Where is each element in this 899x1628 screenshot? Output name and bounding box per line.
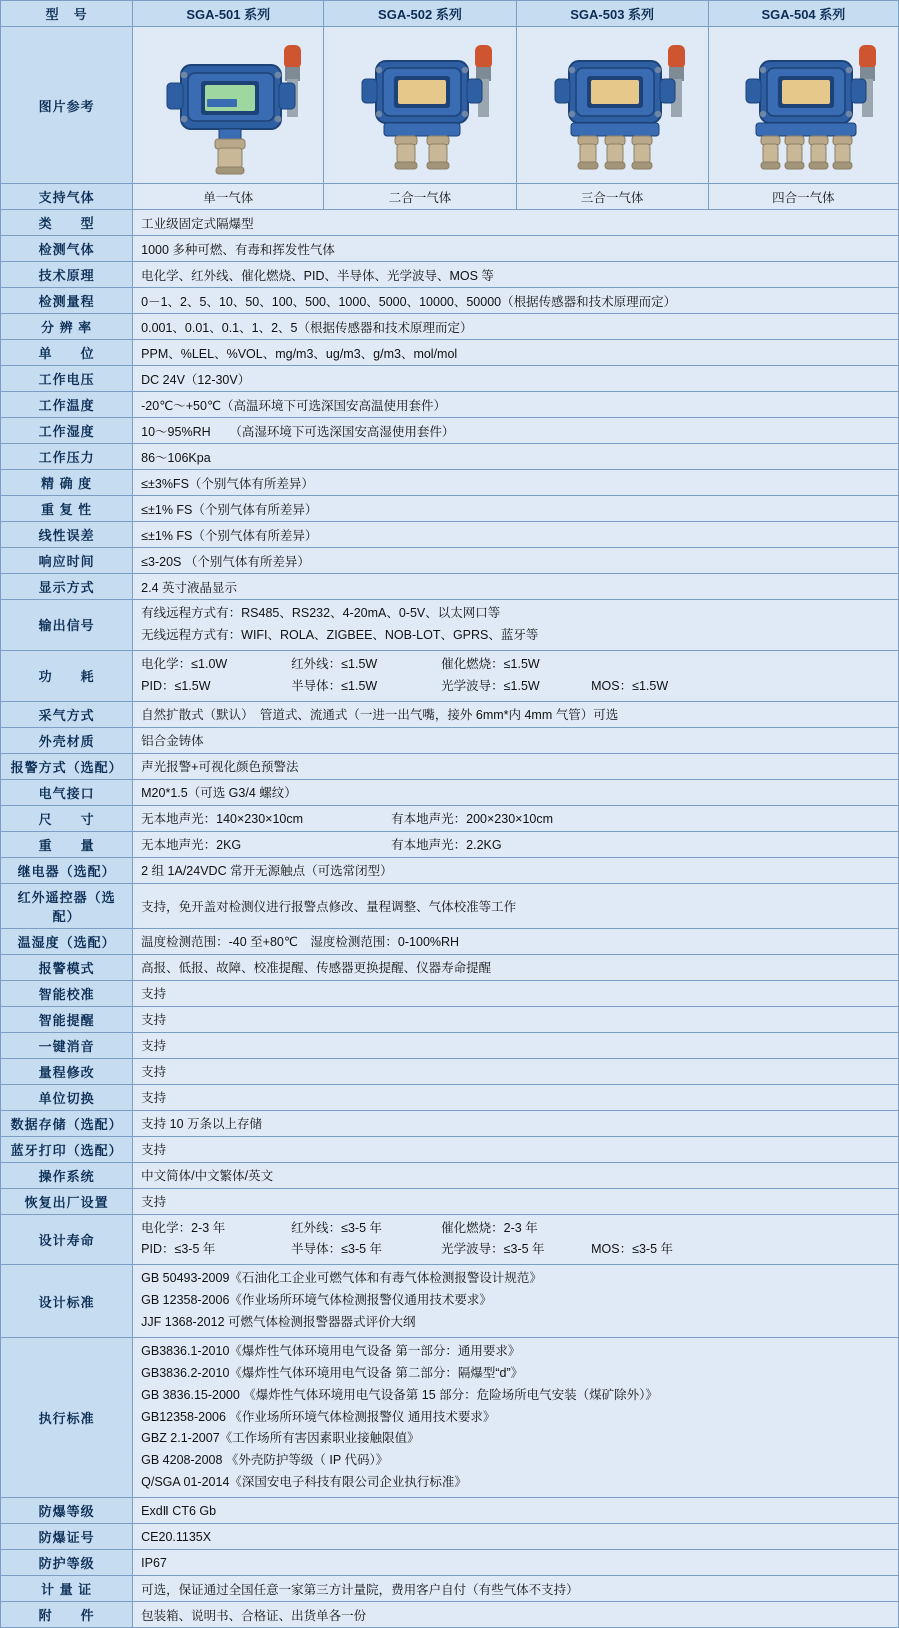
table-row	[1, 522, 899, 548]
table-row	[1, 1136, 899, 1162]
row-label-principle: 技术原理	[1, 262, 133, 288]
life-mos: MOS：≤3-5 年	[591, 1242, 674, 1257]
table-row	[1, 340, 899, 366]
row-label-bluetooth-print: 蓝牙打印（选配）	[1, 1136, 133, 1162]
power-pid: PID：≤1.5W	[141, 678, 211, 693]
life-catalytic: 催化燃烧：2-3 年	[441, 1220, 538, 1235]
power-semicond: 半导体：≤1.5W	[291, 678, 378, 693]
row-label-range: 检测量程	[1, 288, 133, 314]
row-label-smart-reminder: 智能提醒	[1, 1006, 133, 1032]
row-value-type: 工业级固定式隔爆型	[133, 210, 899, 236]
table-row-gas-support	[1, 184, 899, 210]
table-row	[1, 1058, 899, 1084]
table-row	[1, 314, 899, 340]
row-value-alarm-mode: 高报、低报、故障、校准提醒、传感器更换提醒、仪器寿命提醒	[133, 954, 899, 980]
row-label-gas-support: 支持气体	[1, 184, 133, 210]
model-504: SGA-504 系列	[708, 1, 898, 27]
row-label-display: 显示方式	[1, 574, 133, 600]
row-label-one-key-mute: 一键消音	[1, 1032, 133, 1058]
table-row	[1, 954, 899, 980]
row-label-smart-calibration: 智能校准	[1, 980, 133, 1006]
table-row	[1, 470, 899, 496]
device-image-502	[324, 27, 516, 184]
detector-illustration-4	[716, 31, 891, 177]
row-label-power: 功 耗	[1, 650, 133, 701]
row-label-os: 操作系统	[1, 1162, 133, 1188]
row-value-smart-calibration: 支持	[133, 980, 899, 1006]
model-502: SGA-502 系列	[324, 1, 516, 27]
exec-std-item: GBZ 2.1-2007《工作场所有害因素职业接触限值》	[141, 1431, 420, 1446]
table-row	[1, 210, 899, 236]
row-label-weight: 重 量	[1, 831, 133, 857]
table-row-size	[1, 805, 899, 831]
table-row	[1, 857, 899, 883]
row-value-lifetime	[133, 1214, 899, 1265]
row-label-type: 类 型	[1, 210, 133, 236]
device-image-501	[133, 27, 324, 184]
power-mos: MOS：≤1.5W	[591, 678, 669, 693]
row-label-alarm-type: 报警方式（选配）	[1, 753, 133, 779]
row-label-size: 尺 寸	[1, 805, 133, 831]
row-label-ex-grade: 防爆等级	[1, 1498, 133, 1524]
row-value-detect-gas: 1000 多种可燃、有毒和挥发性气体	[133, 236, 899, 262]
row-value-weight	[133, 831, 899, 857]
table-row	[1, 236, 899, 262]
table-row	[1, 883, 899, 928]
table-row	[1, 1550, 899, 1576]
power-optical: 光学波导：≤1.5W	[441, 678, 540, 693]
row-label-voltage: 工作电压	[1, 366, 133, 392]
row-value-os: 中文简体/中文繁体/英文	[133, 1162, 899, 1188]
table-row	[1, 574, 899, 600]
row-label-metrology-cert: 计 量 证	[1, 1576, 133, 1602]
table-row	[1, 779, 899, 805]
exec-std-item: GB3836.1-2010《爆炸性气体环境用电气设备 第一部分：通用要求》	[141, 1343, 521, 1358]
row-value-display: 2.4 英寸液晶显示	[133, 574, 899, 600]
row-label-accessories: 附 件	[1, 1602, 133, 1628]
row-label-temp: 工作温度	[1, 392, 133, 418]
table-row	[1, 1576, 899, 1602]
row-value-metrology-cert: 可选，保证通过全国任意一家第三方计量院，费用客户自付（有些气体不支持）	[133, 1576, 899, 1602]
table-row	[1, 548, 899, 574]
row-value-sampling: 自然扩散式（默认） 管道式、流通式（一进一出气嘴，接外 6mm*内 4mm 气管）可选	[133, 701, 899, 727]
exec-std-item: GB 3836.15-2000 《爆炸性气体环境用电气设备第 15 部分：危险场所电气安装（煤矿除外）》	[141, 1387, 658, 1402]
table-row-lifetime	[1, 1214, 899, 1265]
table-row-design-standard	[1, 1265, 899, 1338]
detector-illustration-2	[332, 31, 507, 177]
table-row-exec-standard	[1, 1337, 899, 1497]
row-value-exec-standard	[133, 1337, 899, 1497]
exec-std-item: Q/SGA 01-2014《深国安电子科技有限公司企业执行标准》	[141, 1475, 467, 1490]
row-value-accessories: 包装箱、说明书、合格证、出货单各一份	[133, 1602, 899, 1628]
row-label-data-storage: 数据存储（选配）	[1, 1110, 133, 1136]
row-label-ip-grade: 防护等级	[1, 1550, 133, 1576]
row-label-humidity: 工作湿度	[1, 418, 133, 444]
table-row-weight	[1, 831, 899, 857]
row-label-design-standard: 设计标准	[1, 1265, 133, 1338]
row-label-resolution: 分 辨 率	[1, 314, 133, 340]
row-value-accuracy: ≤±3%FS（个别气体有所差异）	[133, 470, 899, 496]
life-ir: 红外线：≤3-5 年	[291, 1220, 383, 1235]
model-503: SGA-503 系列	[516, 1, 708, 27]
row-value-data-storage: 支持 10 万条以上存储	[133, 1110, 899, 1136]
table-row-images	[1, 27, 899, 184]
row-label-factory-reset: 恢复出厂设置	[1, 1188, 133, 1214]
table-row	[1, 701, 899, 727]
detector-illustration-3	[525, 31, 700, 177]
life-semicond: 半导体：≤3-5 年	[291, 1242, 383, 1257]
row-value-smart-reminder: 支持	[133, 1006, 899, 1032]
row-value-principle: 电化学、红外线、催化燃烧、PID、半导体、光学波导、MOS 等	[133, 262, 899, 288]
device-image-503	[516, 27, 708, 184]
life-optical: 光学波导：≤3-5 年	[441, 1242, 545, 1257]
device-image-504	[708, 27, 898, 184]
row-value-electric-interface: M20*1.5（可选 G3/4 螺纹）	[133, 779, 899, 805]
gas-support-503: 三合一气体	[516, 184, 708, 210]
row-label-exec-standard: 执行标准	[1, 1337, 133, 1497]
life-echem: 电化学：2-3 年	[141, 1220, 226, 1235]
table-row	[1, 1524, 899, 1550]
design-std-item: GB 50493-2009《石油化工企业可燃气体和有毒气体检测报警设计规范》	[141, 1271, 542, 1286]
power-ir: 红外线：≤1.5W	[291, 656, 378, 671]
row-value-unit-switch: 支持	[133, 1084, 899, 1110]
detector-illustration-1	[141, 31, 316, 177]
row-value-pressure: 86～106Kpa	[133, 444, 899, 470]
row-label-housing: 外壳材质	[1, 727, 133, 753]
row-label-range-modify: 量程修改	[1, 1058, 133, 1084]
table-row	[1, 288, 899, 314]
table-row-power	[1, 650, 899, 701]
table-row	[1, 1110, 899, 1136]
gas-support-501: 单一气体	[133, 184, 324, 210]
exec-std-item: GB 4208-2008 《外壳防护等级（ IP 代码）》	[141, 1453, 389, 1468]
row-value-humidity: 10～95%RH （高湿环境下可选深国安高湿使用套件）	[133, 418, 899, 444]
row-label-unit-switch: 单位切换	[1, 1084, 133, 1110]
row-label-alarm-mode: 报警模式	[1, 954, 133, 980]
row-label-model: 型 号	[1, 1, 133, 27]
row-value-alarm-type: 声光报警+可视化颜色预警法	[133, 753, 899, 779]
row-value-factory-reset: 支持	[133, 1188, 899, 1214]
table-row-output-signal	[1, 600, 899, 651]
row-value-linearity: ≤±1% FS（个别气体有所差异）	[133, 522, 899, 548]
row-value-bluetooth-print: 支持	[133, 1136, 899, 1162]
row-value-ip-grade: IP67	[133, 1550, 899, 1576]
table-row	[1, 753, 899, 779]
row-label-ir-remote: 红外遥控器（选配）	[1, 883, 133, 928]
table-row	[1, 496, 899, 522]
row-value-range: 0－1、2、5、10、50、100、500、1000、5000、10000、50000（根据传感器和技术原理而定）	[133, 288, 899, 314]
row-value-response: ≤3-20S （个别气体有所差异）	[133, 548, 899, 574]
table-row	[1, 1498, 899, 1524]
row-value-relay: 2 组 1A/24VDC 常开无源触点（可选常闭型）	[133, 857, 899, 883]
gas-support-504: 四合一气体	[708, 184, 898, 210]
row-value-power	[133, 650, 899, 701]
table-row	[1, 928, 899, 954]
table-row	[1, 262, 899, 288]
row-label-unit: 单 位	[1, 340, 133, 366]
row-value-one-key-mute: 支持	[133, 1032, 899, 1058]
weight-with-alarm: 有本地声光：2.2KG	[391, 838, 502, 852]
row-label-response: 响应时间	[1, 548, 133, 574]
model-501: SGA-501 系列	[133, 1, 324, 27]
row-label-linearity: 线性误差	[1, 522, 133, 548]
row-value-resolution: 0.001、0.01、0.1、1、2、5（根据传感器和技术原理而定）	[133, 314, 899, 340]
life-pid: PID：≤3-5 年	[141, 1242, 216, 1257]
row-value-range-modify: 支持	[133, 1058, 899, 1084]
power-echem: 电化学：≤1.0W	[141, 656, 228, 671]
row-value-ir-remote: 支持，免开盖对检测仪进行报警点修改、量程调整、气体校准等工作	[133, 883, 899, 928]
output-signal-wired: 有线远程方式有：RS485、RS232、4-20mA、0-5V、以太网口等	[141, 606, 501, 620]
table-row	[1, 418, 899, 444]
design-std-item: GB 12358-2006《作业场所环境气体检测报警仪通用技术要求》	[141, 1293, 492, 1308]
row-value-size	[133, 805, 899, 831]
size-with-alarm: 有本地声光：200×230×10cm	[391, 812, 554, 826]
table-row-model	[1, 1, 899, 27]
row-value-ex-cert: CE20.1135X	[133, 1524, 899, 1550]
row-value-voltage: DC 24V（12-30V）	[133, 366, 899, 392]
row-label-relay: 继电器（选配）	[1, 857, 133, 883]
table-row	[1, 444, 899, 470]
row-value-design-standard	[133, 1265, 899, 1338]
design-std-item: JJF 1368-2012 可燃气体检测报警器器式评价大纲	[141, 1315, 416, 1329]
table-row	[1, 1084, 899, 1110]
exec-std-item: GB3836.2-2010《爆炸性气体环境用电气设备 第二部分：隔爆型“d”》	[141, 1365, 524, 1380]
weight-no-alarm: 无本地声光：2KG	[141, 838, 242, 852]
row-value-ex-grade: ExdⅡ CT6 Gb	[133, 1498, 899, 1524]
power-catalytic: 催化燃烧：≤1.5W	[441, 656, 540, 671]
row-value-temp: -20℃～+50℃（高温环境下可选深国安高温使用套件）	[133, 392, 899, 418]
row-label-temp-humidity: 温湿度（选配）	[1, 928, 133, 954]
row-label-accuracy: 精 确 度	[1, 470, 133, 496]
table-row	[1, 1602, 899, 1628]
table-row	[1, 727, 899, 753]
row-value-temp-humidity: 温度检测范围：-40 至+80℃ 湿度检测范围：0-100%RH	[133, 928, 899, 954]
output-signal-wireless: 无线远程方式有：WIFI、ROLA、ZIGBEE、NOB-LOT、GPRS、蓝牙等	[141, 627, 539, 642]
row-label-ex-cert: 防爆证号	[1, 1524, 133, 1550]
row-value-unit: PPM、%LEL、%VOL、mg/m3、ug/m3、g/m3、mol/mol	[133, 340, 899, 366]
row-label-sampling: 采气方式	[1, 701, 133, 727]
exec-std-item: GB12358-2006 《作业场所环境气体检测报警仪 通用技术要求》	[141, 1409, 496, 1424]
table-row	[1, 1032, 899, 1058]
row-label-detect-gas: 检测气体	[1, 236, 133, 262]
gas-support-502: 二合一气体	[324, 184, 516, 210]
row-value-output-signal	[133, 600, 899, 651]
row-label-image: 图片参考	[1, 27, 133, 184]
table-row	[1, 1006, 899, 1032]
table-row	[1, 980, 899, 1006]
table-row	[1, 366, 899, 392]
row-label-repeatability: 重 复 性	[1, 496, 133, 522]
row-label-lifetime: 设计寿命	[1, 1214, 133, 1265]
table-row	[1, 1188, 899, 1214]
row-value-repeatability: ≤±1% FS（个别气体有所差异）	[133, 496, 899, 522]
table-row	[1, 1162, 899, 1188]
row-label-electric-interface: 电气接口	[1, 779, 133, 805]
row-value-housing: 铝合金铸体	[133, 727, 899, 753]
table-row	[1, 392, 899, 418]
size-no-alarm: 无本地声光：140×230×10cm	[141, 812, 304, 826]
row-label-pressure: 工作压力	[1, 444, 133, 470]
row-label-output-signal: 输出信号	[1, 600, 133, 651]
